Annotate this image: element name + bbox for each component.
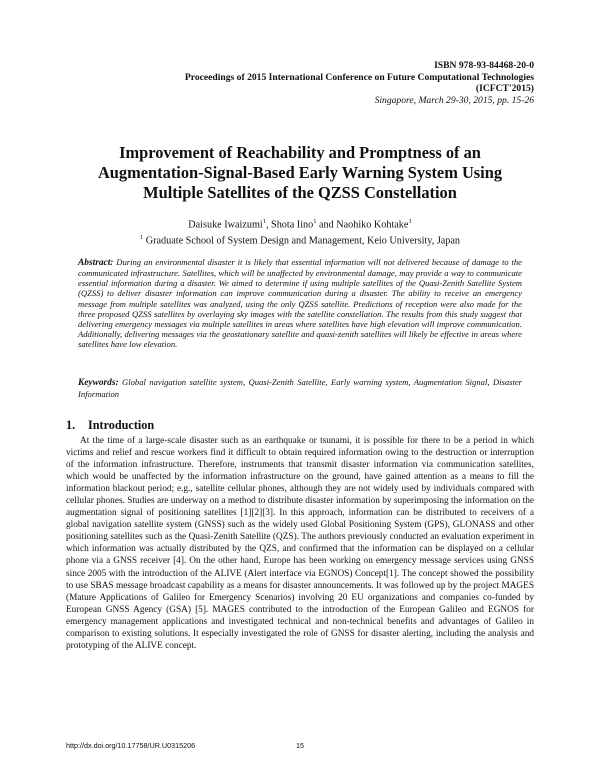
keywords-text: Global navigation satellite system, Quasi-Zenith Satellite, Early warning system, Augmentation Signal, Disaster Information: [78, 377, 523, 400]
author-separator: ,: [265, 219, 272, 231]
affiliation-mark: 1: [139, 233, 144, 241]
section-title: Introduction: [88, 418, 155, 432]
author-block: [66, 216, 534, 248]
paper-title: Improvement of Reachability and Promptness of an Augmentation-Signal-Based Early Warning System Using Multiple Satellites of the QZSS Constellation: [97, 143, 503, 202]
author-affil-mark: 1: [313, 218, 317, 225]
abstract-label: Abstract:: [78, 258, 114, 268]
author-line: [66, 216, 534, 232]
author-separator: and: [316, 219, 337, 231]
body-paragraph: At the time of a large-scale disaster such as an earthquake or tsunami, it is possible for there to be a period in which victims and relief and rescue workers find it difficult to obtain required information owing to the destruction or interruption of the information infrastructure. Therefore, instruments that transmit disaster information via communication satellites, which would be unaffected by the information infrastructure on the ground, have gained attention as a means to fill the information blackout period; e.g., satellite cellular phones, although they are not widely used by individuals compared with cellular phones. Studies are underway on a method to distribute disaster information by superimposing the information on the augmentation signal of positioning satellites [1][2][3]. In this approach, information can be distributed to receivers of a global navigation satellite system (GNSS) such as the widely used Global Positioning System (GPS), GLONASS and other positioning satellites such as the Quasi-Zenith Satellite (QZS). The authors previously conducted an evaluation experiment in which information was actually distributed by the QZS, and confirmed that the information can be displayed on a cellular phone via a GNSS receiver [4]. On the other hand, Europe has been working on emergency message services using GNSS since 2005 with the introduction of the ALIVE (Alert interface via EGNOS) Concept[1]. The concept showed the possibility to use SBAS message broadcast capability as a means for disaster announcements. It was followed up by the project MAGES (Mature Applications of Galileo for Emergency Scenarios) involving 20 EU organizations and companies co-funded by European GNSS Agency (GSA) [5]. MAGES contributed to the introduction of the European Galileo and EGNOS for emergency management applications and investigated technical and non-technical benefits and advantages of Galileo in comparison to existing solutions. It especially investigated the role of GNSS for disaster alerting, including the analysis and prototyping of the ALIVE concept.: [66, 436, 534, 651]
section-number: 1.: [66, 418, 76, 432]
author-name: Shota Iino: [271, 219, 314, 231]
abstract: [78, 257, 522, 349]
doi-link[interactable]: http://dx.doi.org/10.17758/UR.U0315206: [66, 741, 196, 750]
isbn: ISBN 978-93-84468-20-0: [434, 60, 534, 71]
abstract-text: During an environmental disaster it is likely that essential information will not delivered because of damage to the communicated infrastructure. Satellites, which will be unaffected by environmental damage, may provide a way to communicate essential information during a disaster. We aimed to determine if using multiple satellites of the Quasi-Zenith Satellite System (QZSS) to deliver disaster information can improve communication during a disaster. The ability to receive an emergency message from multiple satellites was analyzed, using the only QZSS satellite. Predictions of reception were also made for the three proposed QZSS satellites by overlaying sky images with the satellite constellation. The results from this study suggest that delivering emergency messages via multiple satellites in areas where satellites have high elevation will improve communication. Additionally, delivering messages via the geostationary satellite and quasi-zenith satellites will likely be effective in areas where satellites have low elevation.: [78, 257, 522, 350]
page-number: 15: [296, 741, 304, 750]
conference-location: Singapore, March 29-30, 2015, pp. 15-26: [374, 94, 534, 106]
author-name: Daisuke Iwaizumi: [188, 219, 263, 231]
author-affil-mark: 1: [408, 218, 412, 225]
keywords-label: Keywords:: [78, 378, 119, 388]
author-affil-mark: 1: [262, 218, 266, 225]
conference-acronym: (ICFCT'2015): [475, 83, 534, 95]
affiliation-text: Graduate School of System Design and Management, Keio University, Japan: [143, 235, 461, 247]
author-name: Naohiko Kohtake: [336, 219, 409, 231]
affiliation: [66, 232, 534, 248]
proceedings-header: [104, 60, 534, 106]
proceedings-title: Proceedings of 2015 International Conference on Future Computational Technologies: [184, 71, 534, 83]
section-heading: [66, 418, 154, 433]
keywords: [78, 377, 522, 400]
